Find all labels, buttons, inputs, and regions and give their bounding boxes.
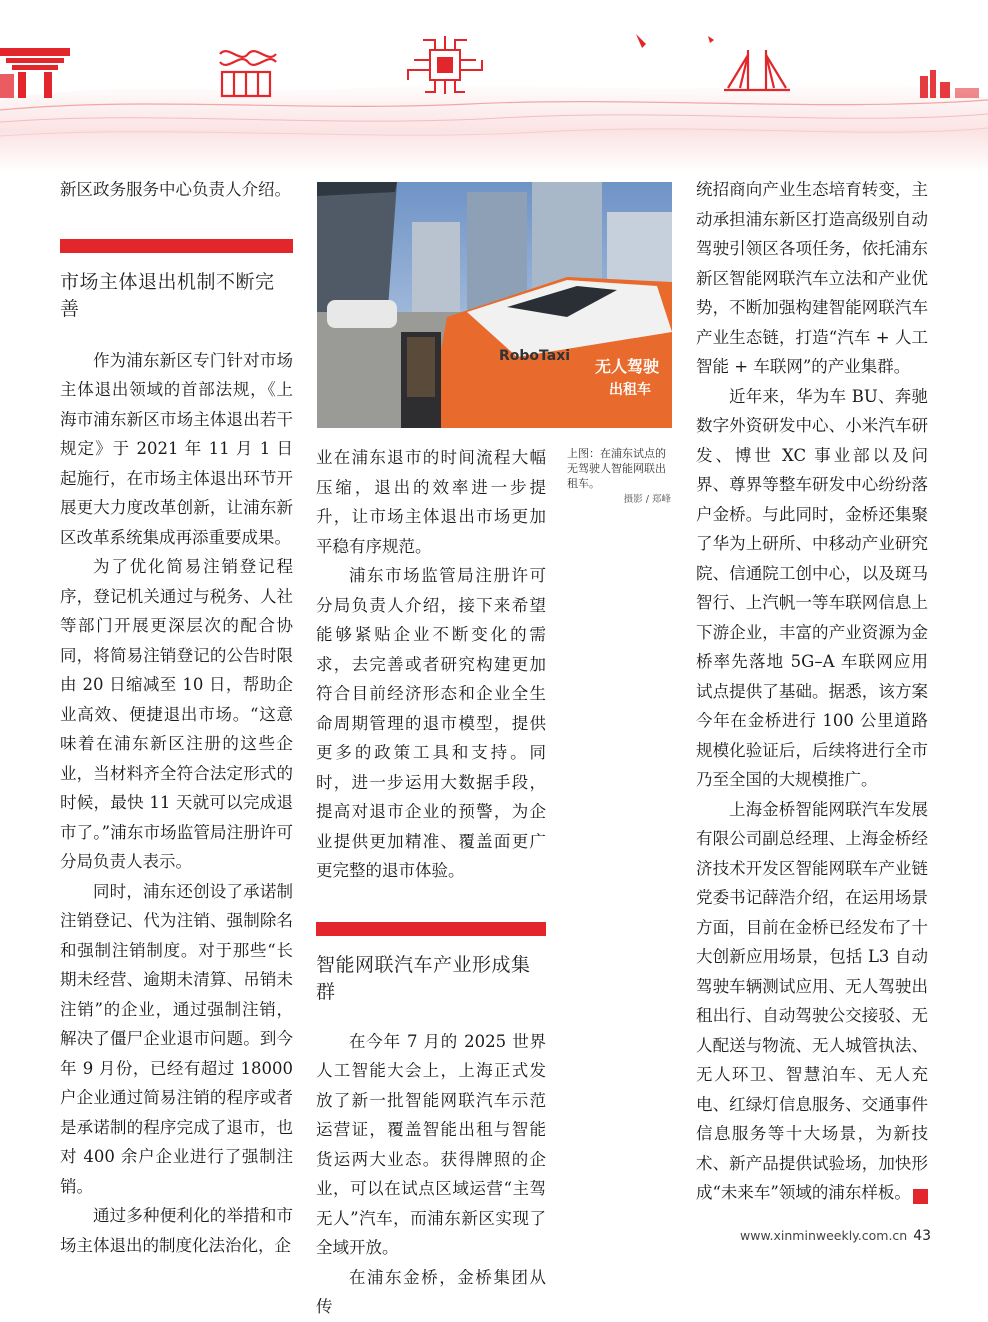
end-mark-icon: 民 [913, 1189, 928, 1204]
paragraph: 浦东市场监管局注册许可分局负责人介绍，接下来希望能够紧贴企业不断变化的需求，去完善或者研究构建更加符合目前经济形态和企业全生命周期管理的退市模型，提供更多的政策工具和支持。同时，进一步运用大数据手段，提高对退市企业的预警，为企业提供更加精准、覆盖面更广更完整的退市体验。 [316, 566, 546, 880]
paragraph: 通过多种便利化的举措和市场主体退出的制度化法治化，企 [60, 1206, 293, 1255]
column-1 [60, 175, 293, 1260]
website-url: www.xinminweekly.com.cn [740, 1228, 908, 1243]
photo-credit: 摄影 / 郑峰 [623, 494, 671, 505]
car-brand-text: RoboTaxi [499, 348, 571, 364]
car-text-line2: 出租车 [609, 382, 651, 398]
paragraph: 近年来，华为车 BU、奔驰数字外资研发中心、小米汽车研发、博世 XC 事业部以及问界、尊界等整车研发中心纷纷落户金桥。与此同时，金桥还集聚了华为上研所、中移动产业研究院、信通院工创中心，以及斑马智行、上汽帆一等车联网信息上下游企业，丰富的产业资源为金桥率先落地 5G–A 车联网应用试点提供了基础。据悉，该方案今年在金桥进行 100 公里道路规模化验证后，后续将进行全市乃至全国的大规模推广。 [696, 386, 928, 789]
paragraph: 新区政务服务中心负责人介绍。 [60, 180, 291, 199]
paragraph: 在浦东金桥，金桥集团从传 [316, 1267, 546, 1316]
banner-illustration [0, 0, 988, 172]
column-2 [316, 443, 546, 1322]
car-text-line1: 无人驾驶 [595, 357, 660, 376]
robotaxi-photo [317, 182, 672, 428]
paragraph: 作为浦东新区专门针对市场主体退出领域的首部法规，《上海市浦东新区市场主体退出若干规定》于 2021 年 11 月 1 日起施行，在市场主体退出环节开展更大力度改革创新，让浦东新区改革系统集成再添重要成果。 [60, 350, 293, 547]
paragraph: 业在浦东退市的时间流程大幅压缩，退出的效率进一步提升，让市场主体退出市场更加平稳有序规范。 [316, 448, 546, 556]
paragraph: 同时，浦东还创设了承诺制注销登记、代为注销、强制除名和强制注销制度。对于那些“长期未经营、逾期未清算、吊销未注销”的企业，通过强制注销，解决了僵尸企业退市问题。到今年 9 月份，已经有超过 18000 户企业通过简易注销的程序或者是承诺制的程序完成了退市，也对 400 余户企业进行了强制注销。 [60, 881, 293, 1196]
section-heading: 智能网联汽车产业形成集群 [316, 953, 531, 1003]
section-heading: 市场主体退出机制不断完善 [60, 270, 275, 320]
page-number: 43 [913, 1228, 932, 1244]
paragraph: 统招商向产业生态培育转变，主动承担浦东新区打造高级别自动驾驶引领区各项任务，依托浦东新区智能网联汽车立法和产业优势，不断加强构建智能网联汽车产业生态链，打造“汽车 + 人工智能 + 车联网”的产业集群。 [696, 180, 928, 376]
page-footer [740, 1228, 931, 1244]
paragraph [696, 795, 957, 1208]
header-banner [0, 0, 988, 172]
column-3 [696, 175, 957, 1208]
paragraph: 为了优化简易注销登记程序，登记机关通过与税务、人社等部门开展更深层次的配合协同，将简易注销登记的公告时限由 20 日缩减至 10 日，帮助企业高效、便捷退出市场。“这意味着在浦东新区注册的这些企业，当材料齐全符合法定形式的时候，最快 11 天就可以完成退市了。”浦东市场监管局注册许可分局负责人表示。 [60, 557, 293, 871]
photo-caption [567, 446, 671, 507]
paragraph: 在今年 7 月的 2025 世界人工智能大会上，上海正式发放了新一批智能网联汽车示范运营证，覆盖智能出租与智能货运两大业态。获得牌照的企业，可以在试点区域运营“主驾无人”汽车，而浦东新区实现了全域开放。 [316, 1031, 546, 1257]
section-divider [60, 239, 293, 253]
paragraph-text: 上海金桥智能网联汽车发展有限公司副总经理、上海金桥经济技术开发区智能网联车产业链党委书记薛浩介绍，在运用场景方面，目前在金桥已经发布了十大创新应用场景，包括 L3 自动驾驶车辆测试应用、无人驾驶出租出行、自动驾驶公交接驳、无人配送与物流、无人城管执法、无人环卫、智慧泊车、无人充电、红绿灯信息服务、交通事件信息服务等十大场景，为新技术、新产品提供试验场，加快形成“未来车”领域的浦东样板。 [696, 799, 928, 1202]
caption-text: 上图：在浦东试点的无驾驶人智能网联出租车。 [567, 447, 666, 490]
section-divider [316, 922, 546, 936]
